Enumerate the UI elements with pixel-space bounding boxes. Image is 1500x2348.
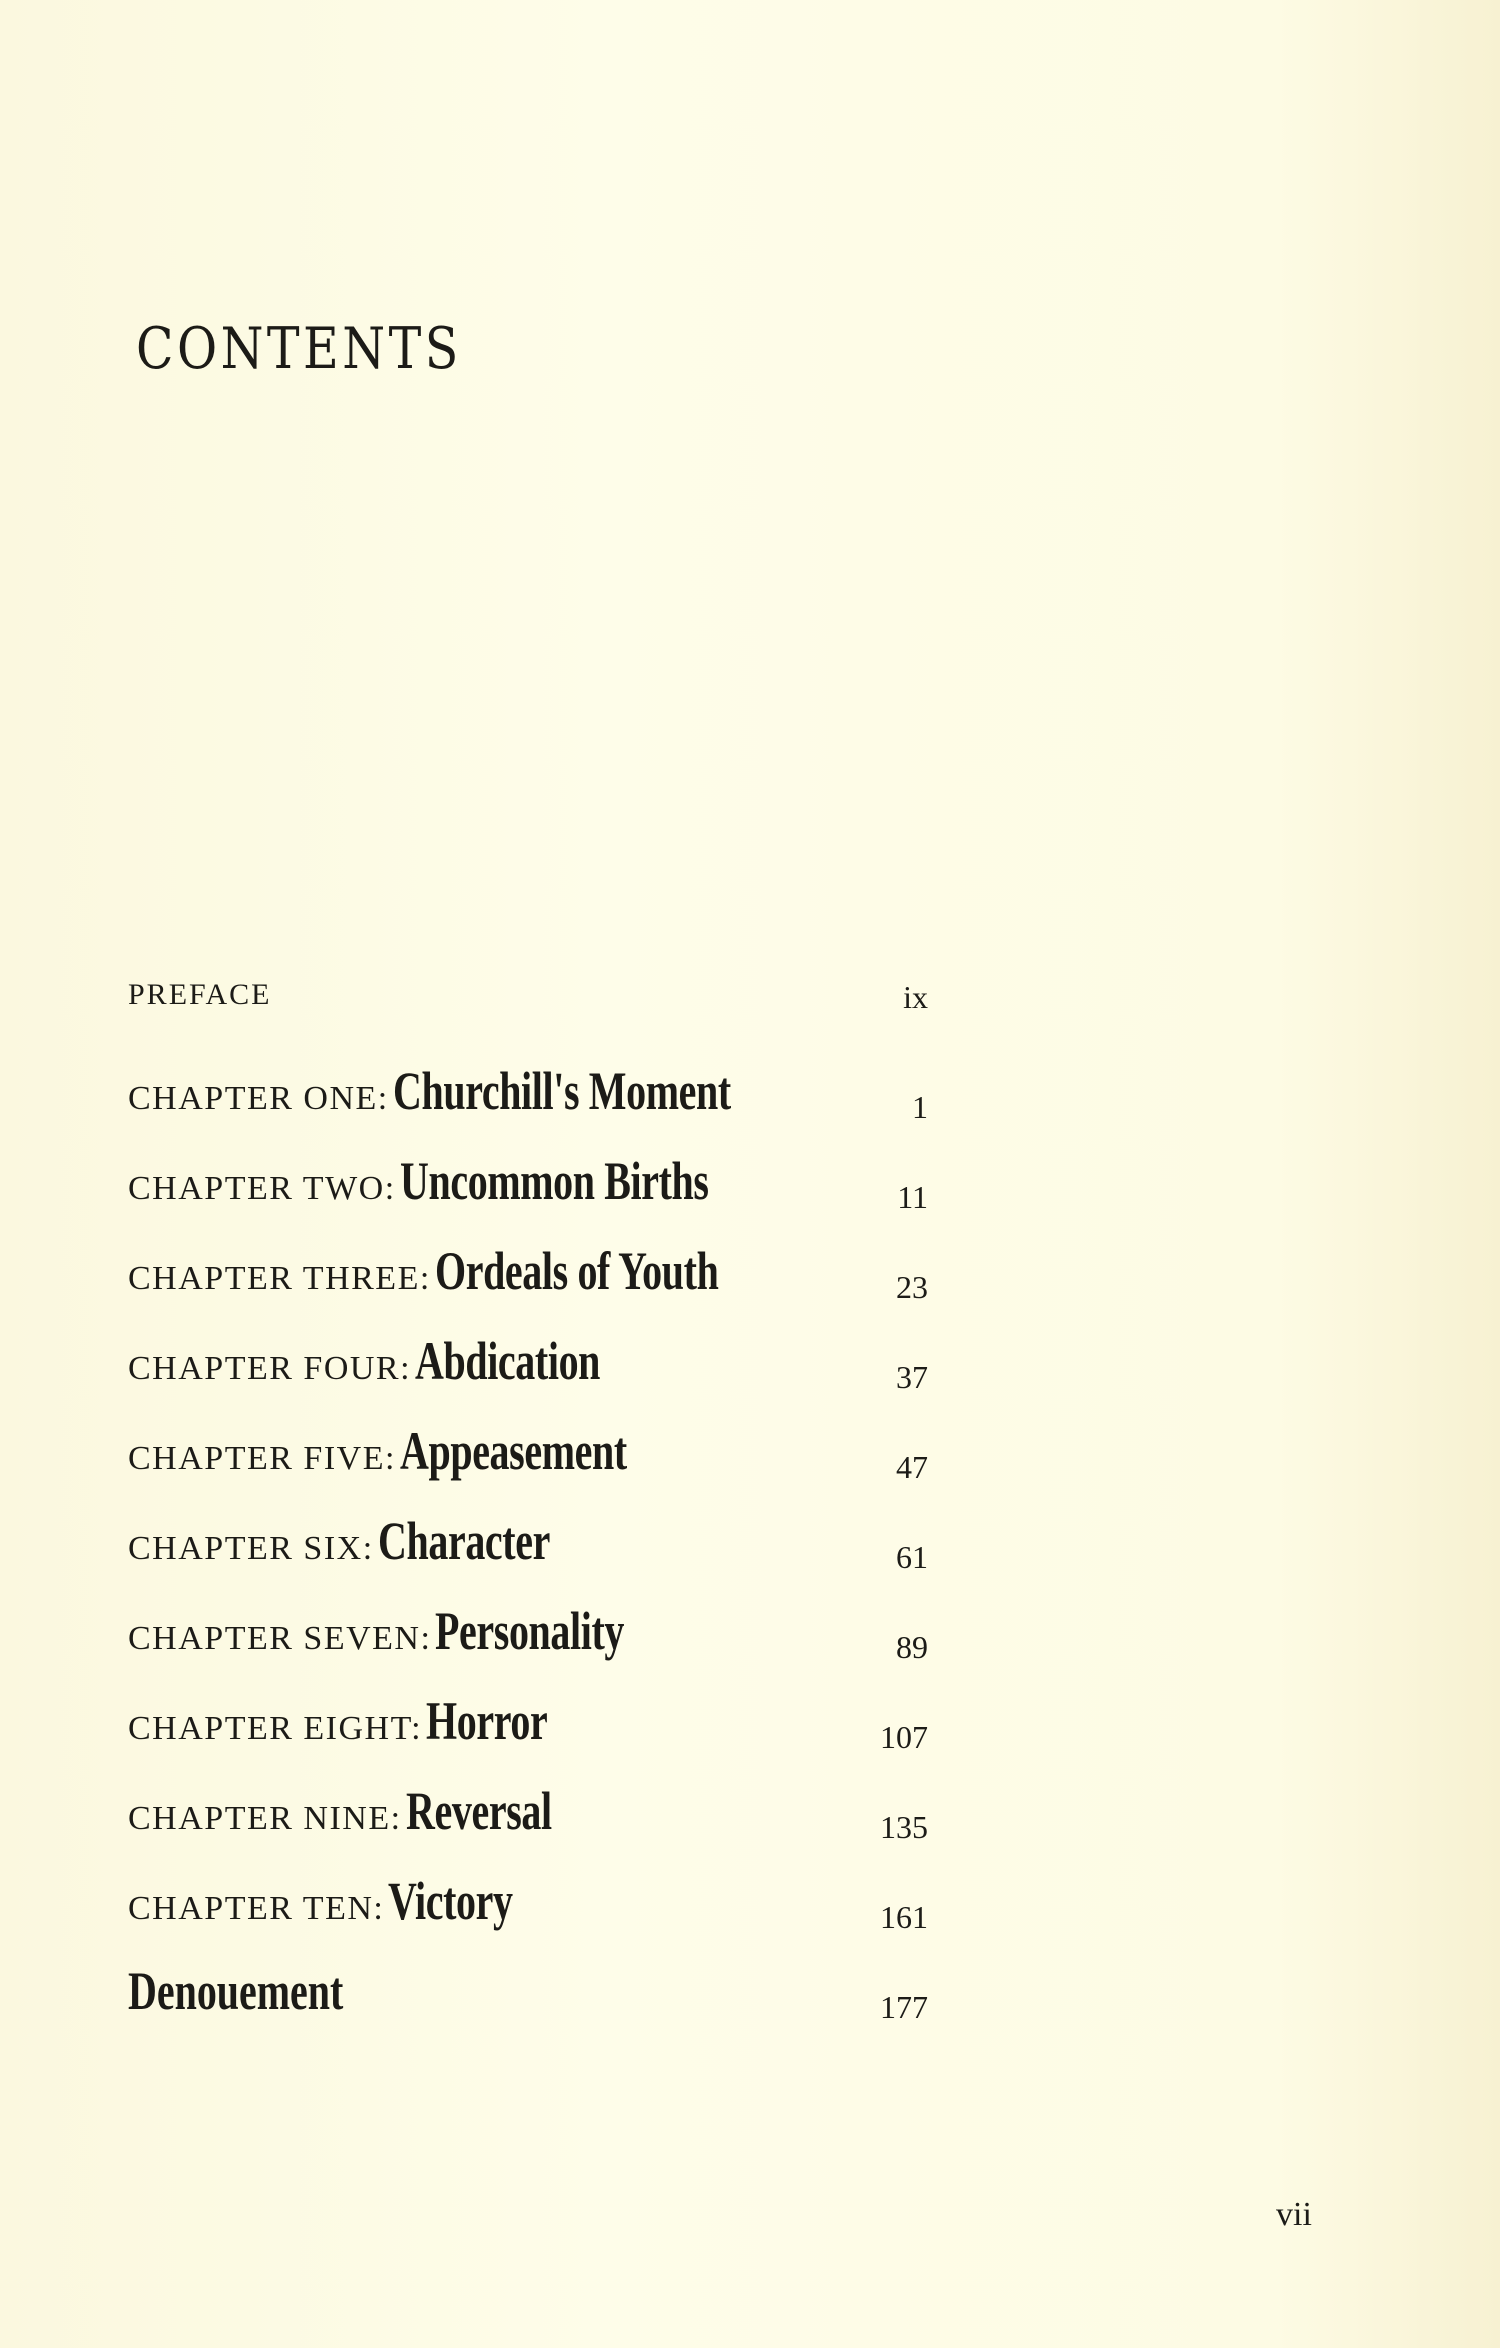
chapter-label: CHAPTER THREE: [128,1260,431,1297]
chapter-title: Horror [426,1691,548,1751]
chapter-title: Ordeals of Youth [434,1241,719,1301]
chapter-title: Uncommon Births [399,1151,709,1211]
chapter-title: Personality [435,1601,625,1661]
entry-page-number: 177 [880,1989,928,2025]
chapter-title: Churchill's Moment [392,1061,731,1121]
entry-page-number: 89 [896,1629,928,1665]
chapter-title: Abdication [415,1331,601,1391]
chapter-title: Victory [388,1871,513,1931]
toc-entry-chapter-five [128,1422,928,1492]
entry-page-number: 107 [880,1719,928,1755]
entry-label: PREFACE [128,978,272,1011]
chapter-label: CHAPTER TWO: [128,1170,396,1207]
chapter-label: CHAPTER NINE: [128,1800,402,1837]
entry-page-number: 61 [896,1539,928,1575]
chapter-label: CHAPTER FOUR: [128,1350,412,1387]
toc-entry-denouement [128,1962,928,2032]
chapter-label: CHAPTER SIX: [128,1530,374,1567]
toc-entry-chapter-seven [128,1602,928,1672]
chapter-label: CHAPTER ONE: [128,1080,389,1117]
chapter-label: CHAPTER FIVE: [128,1440,396,1477]
entry-page-number: 47 [896,1449,928,1485]
toc-entry-chapter-ten [128,1872,928,1942]
entry-page-number: 135 [880,1809,928,1845]
chapter-title: Character [377,1511,550,1571]
contents-heading: CONTENTS [136,316,462,382]
toc-entry-chapter-one [128,1062,928,1132]
entry-page-number: 161 [880,1899,928,1935]
chapter-label: CHAPTER SEVEN: [128,1620,432,1657]
toc-entry-chapter-nine [128,1782,928,1852]
entry-page-number: 23 [896,1269,928,1305]
toc-entry-chapter-two [128,1152,928,1222]
chapter-title: Reversal [405,1781,552,1841]
chapter-title: Appeasement [399,1421,627,1481]
chapter-label: CHAPTER EIGHT: [128,1710,423,1747]
toc-entry-chapter-eight [128,1692,928,1762]
toc-entry-chapter-four [128,1332,928,1402]
toc-entry-chapter-three [128,1242,928,1312]
toc-entry-chapter-six [128,1512,928,1582]
entry-page-number: ix [903,979,928,1015]
toc-entry-preface [128,952,928,1022]
entry-page-number: 11 [897,1179,928,1215]
entry-page-number: 1 [912,1089,928,1125]
entry-page-number: 37 [896,1359,928,1395]
folio-page-number: vii [1276,2196,1312,2233]
denouement-title: Denouement [128,1961,344,2021]
chapter-label: CHAPTER TEN: [128,1890,385,1927]
